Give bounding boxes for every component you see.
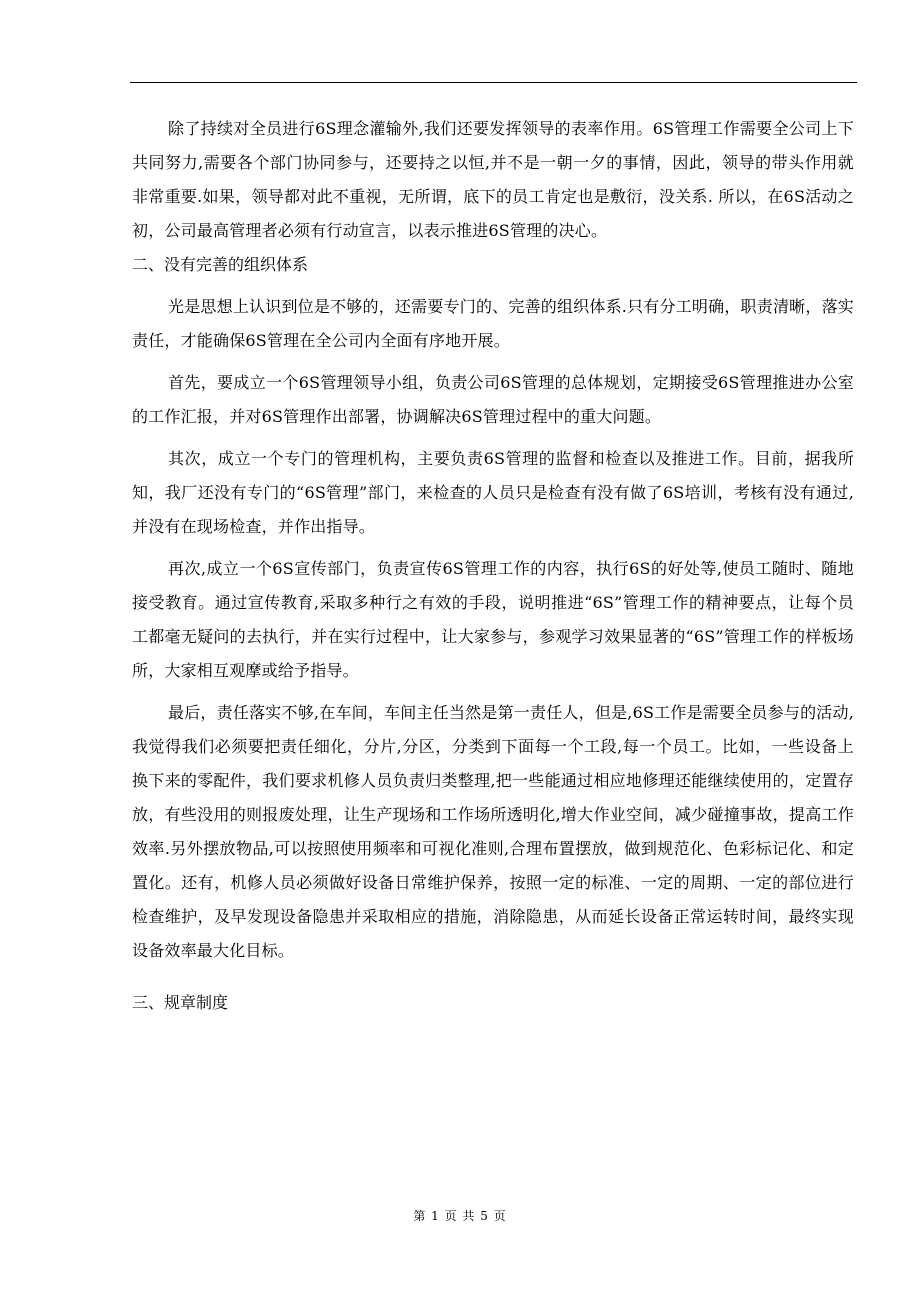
paragraph-organization: 光是思想上认识到位是不够的，还需要专门的、完善的组织体系.只有分工明确，职责清晰，落实责任，才能确保6S管理在全公司内全面有序地开展。 — [132, 297, 854, 350]
header-rule — [130, 82, 857, 83]
document-body — [132, 112, 854, 1020]
page-footer: 第 1 页 共 5 页 — [413, 1209, 507, 1223]
paragraph-third: 再次,成立一个6S宣传部门，负责宣传6S管理工作的内容，执行6S的好处等,使员工随时、随地接受教育。通过宣传教育,采取多种行之有效的手段，说明推进“6S”管理工作的精神要点，让每个员工都毫无疑问的去执行，并在实行过程中，让大家参与，参观学习效果显著的“6S”管理工作的样板场所，大家相互观摩或给予指导。 — [132, 559, 854, 680]
paragraph-leadership: 除了持续对全员进行6S理念灌输外,我们还要发挥领导的表率作用。6S管理工作需要全公司上下共同努力,需要各个部门协同参与，还要持之以恒,并不是一朝一夕的事情，因此，领导的带头作用就非常重要.如果，领导都对此不重视，无所谓，底下的员工肯定也是敷衍，没关系. 所以，在6S活动之初，公司最高管理者必须有行动宣言，以表示推进6S管理的决心。 — [132, 119, 854, 240]
section-heading-3: 三、规章制度 — [132, 993, 229, 1012]
paragraph-second: 其次，成立一个专门的管理机构，主要负责6S管理的监督和检查以及推进工作。目前，据我所知，我厂还没有专门的“6S管理”部门，来检查的人员只是检查有没有做了6S培训，考核有没有通过,并没有在现场检查，并作出指导。 — [132, 449, 854, 536]
section-heading-2: 二、没有完善的组织体系 — [132, 255, 309, 274]
paragraph-last: 最后，责任落实不够,在车间，车间主任当然是第一责任人，但是,6S工作是需要全员参与的活动,我觉得我们必须要把责任细化，分片,分区，分类到下面每一个工段,每一个员工。比如，一些设备上换下来的零配件，我们要求机修人员负责归类整理,把一些能通过相应地修理还能继续使用的，定置存放，有些没用的则报废处理，让生产现场和工作场所透明化,增大作业空间，减少碰撞事故，提高工作效率.另外摆放物品,可以按照使用频率和可视化准则,合理布置摆放，做到规范化、色彩标记化、和定置化。还有，机修人员必须做好设备日常维护保养，按照一定的标准、一定的周期、一定的部位进行检查维护，及早发现设备隐患并采取相应的措施，消除隐患，从而延长设备正常运转时间，最终实现设备效率最大化目标。 — [132, 703, 854, 960]
paragraph-first: 首先，要成立一个6S管理领导小组，负责公司6S管理的总体规划，定期接受6S管理推进办公室的工作汇报，并对6S管理作出部署，协调解决6S管理过程中的重大问题。 — [132, 373, 854, 426]
